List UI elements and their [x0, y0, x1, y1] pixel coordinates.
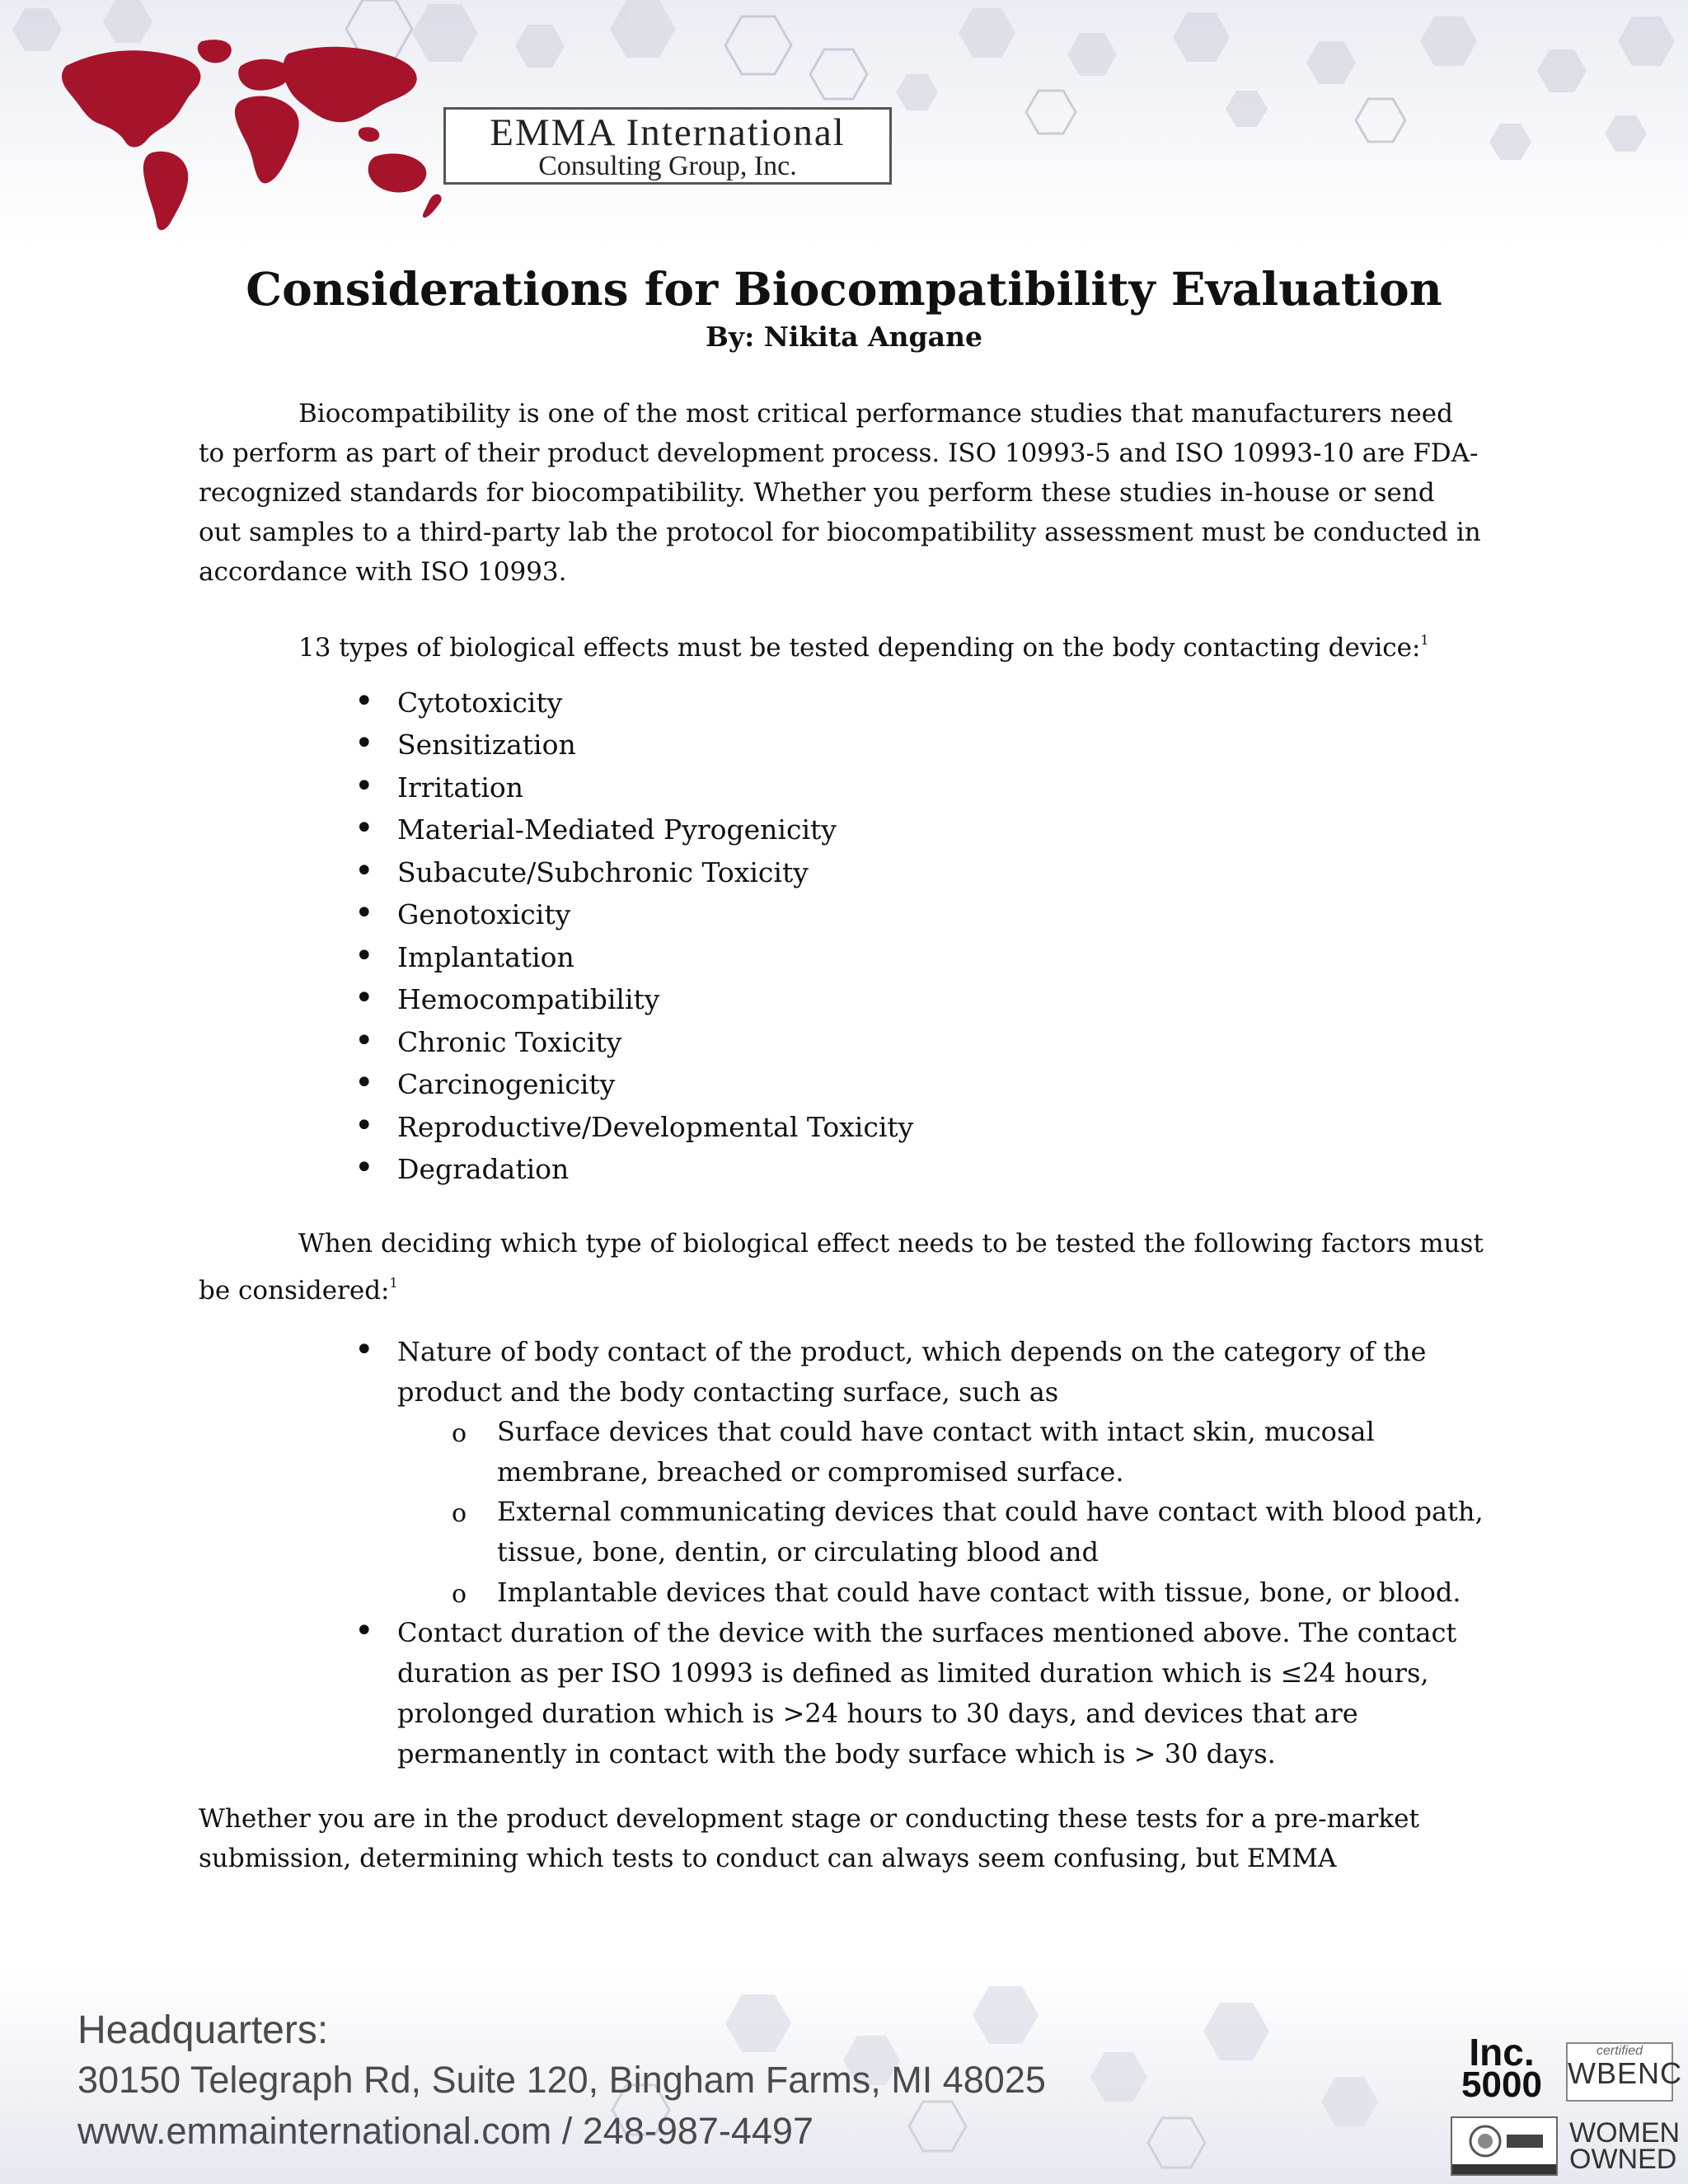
bullet-icon: •: [354, 1612, 374, 1650]
footer-address: 30150 Telegraph Rd, Suite 120, Bingham Farms, MI 48025: [77, 2059, 1046, 2101]
letterhead-header: [0, 0, 1688, 247]
women-owned-badge: [1569, 2117, 1681, 2175]
list-item: • Hemocompatibility: [354, 979, 660, 1017]
article-title: Considerations for Biocompatibility Evaluation: [246, 262, 1442, 316]
list-item: • Reproductive/Developmental Toxicity: [354, 1107, 914, 1145]
wbenc-certified-label: certified: [1596, 2044, 1643, 2058]
logo-company-name: EMMA International: [490, 111, 846, 154]
subitem-surface-devices: o Surface devices that could have contact with intact skin, mucosal membrane, breached or compromised surface.: [497, 1412, 1486, 1493]
bullet-icon: •: [354, 724, 374, 762]
bullet-icon: •: [354, 1107, 374, 1145]
owned-label: OWNED: [1569, 2144, 1677, 2175]
bullet-icon: •: [354, 809, 374, 847]
footnote-mark: 1: [1420, 632, 1429, 648]
subitem-implantable-devices: o Implantable devices that could have contact with tissue, bone, or blood.: [497, 1572, 1486, 1613]
list-item: • Sensitization: [354, 724, 576, 762]
factor-body-contact: • Nature of body contact of the product, which depends on the category of the product and the body contacting surface, such as: [354, 1331, 1427, 1408]
paragraph-effects-intro: [199, 621, 1484, 668]
list-item: • Material-Mediated Pyrogenicity: [354, 809, 837, 847]
paragraph-intro: Biocompatibility is one of the most critical performance studies that manufacturers need to perform as part of their product development process. ISO 10993-5 and ISO 10993-10 are FDA-recognized standards for biocompatibility. Whether you perform these studies in-house or send out samples to a third-party lab the protocol for biocompatibility assessment must be conducted in accordance with ISO 10993.: [199, 399, 1481, 587]
world-map-logo: [49, 33, 445, 239]
paragraph-effects-intro-text: 13 types of biological effects must be tested depending on the body contacting device:: [298, 633, 1421, 663]
bullet-icon: •: [354, 1331, 374, 1369]
seal-caption-bar: [1452, 2164, 1556, 2174]
logo-company-subtitle: Consulting Group, Inc.: [538, 151, 797, 181]
footer-separator: /: [551, 2110, 583, 2152]
bullet-icon: •: [354, 767, 374, 805]
bullet-icon: •: [354, 682, 374, 720]
list-item: • Subacute/Subchronic Toxicity: [354, 852, 809, 890]
list-item: • Degradation: [354, 1149, 570, 1187]
list-item: • Chronic Toxicity: [354, 1022, 622, 1060]
inc-word: Inc.: [1469, 2031, 1535, 2074]
seal-emblem-icon: [1452, 2118, 1556, 2164]
circle-bullet-icon: o: [452, 1419, 467, 1448]
paragraph-closing: Whether you are in the product development stage or conducting these tests for a pre-market submission, determining which tests to conduct can always seem confusing, but EMMA: [199, 1804, 1419, 1873]
circle-bullet-icon: o: [452, 1580, 467, 1609]
list-item: • Genotoxicity: [354, 894, 571, 932]
list-item: • Implantation: [354, 937, 574, 975]
paragraph-factors-intro: [199, 1224, 1484, 1310]
iso-certification-seal-icon: [1451, 2116, 1558, 2176]
article-byline: By: Nikita Angane: [706, 321, 982, 353]
inc-number: 5000: [1461, 2064, 1542, 2105]
paragraph-factors-intro-text: When deciding which type of biological effect needs to be tested the following factors must be considered:: [199, 1229, 1484, 1305]
footer-headquarters-label: Headquarters:: [77, 2008, 329, 2052]
footer-phone: 248-987-4497: [582, 2110, 814, 2152]
women-label: WOMEN: [1569, 2117, 1681, 2149]
subitem-external-devices: o External communicating devices that could have contact with blood path, tissue, bone, dentin, or circulating blood and: [497, 1492, 1486, 1572]
footer-contact-line: [77, 2110, 814, 2153]
bullet-icon: •: [354, 1149, 374, 1187]
list-item: • Irritation: [354, 767, 524, 805]
list-item: • Carcinogenicity: [354, 1064, 616, 1102]
company-logo-box: [443, 107, 892, 185]
bullet-icon: •: [354, 894, 374, 932]
bullet-icon: •: [354, 852, 374, 890]
footer-website-link[interactable]: www.emmainternational.com: [77, 2110, 552, 2152]
list-item: • Cytotoxicity: [354, 682, 563, 720]
footnote-mark: 1: [389, 1275, 398, 1291]
wbenc-label: WBENC: [1568, 2056, 1682, 2090]
circle-bullet-icon: o: [452, 1499, 467, 1528]
bullet-icon: •: [354, 1064, 374, 1102]
bullet-icon: •: [354, 1022, 374, 1060]
inc-5000-badge: [1452, 2031, 1551, 2105]
factor-contact-duration: • Contact duration of the device with the surfaces mentioned above. The contact duration as per ISO 10993 is defined as limited duration which is ≤24 hours, prolonged duration which is >24 hours to 30 days, and devices that are permanently in contact with the body surface which is > 30 days.: [354, 1612, 1457, 1769]
wbenc-certified-badge: [1566, 2042, 1682, 2102]
bullet-icon: •: [354, 937, 374, 975]
bullet-icon: •: [354, 979, 374, 1017]
